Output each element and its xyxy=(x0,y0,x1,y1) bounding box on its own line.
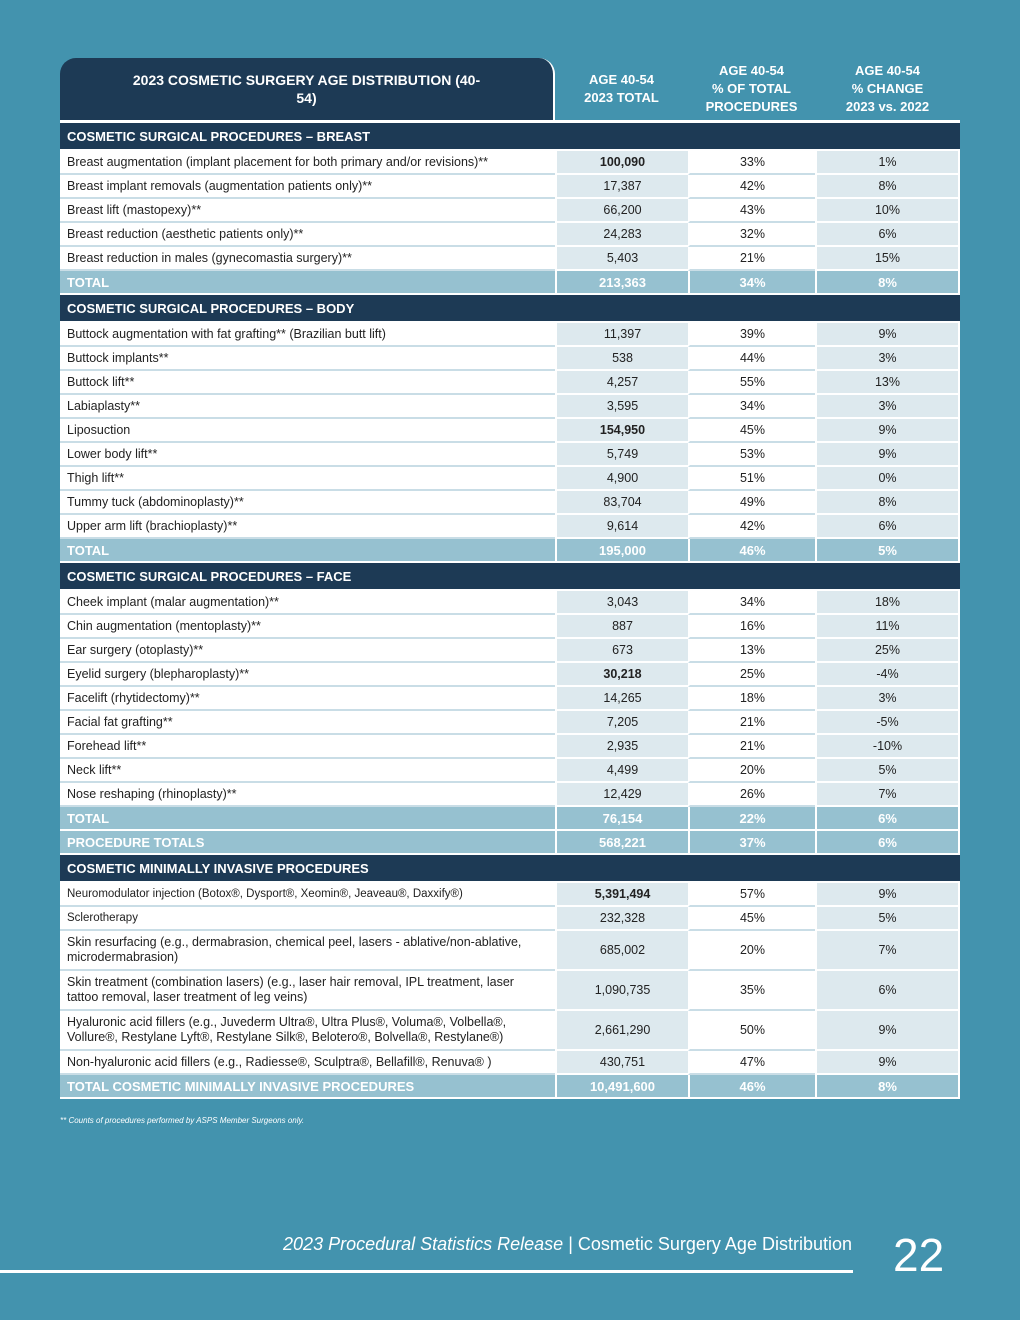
table-row xyxy=(60,467,960,491)
total-value: 154,950 xyxy=(555,419,688,443)
change-value: -10% xyxy=(815,735,960,759)
table-row xyxy=(60,1011,960,1051)
change-value: 6% xyxy=(815,971,960,1011)
section-title: COSMETIC SURGICAL PROCEDURES – FACE xyxy=(60,563,960,591)
total-value: 195,000 xyxy=(555,539,688,563)
percent-value: 44% xyxy=(688,347,815,371)
change-value: 9% xyxy=(815,1011,960,1051)
percent-value: 21% xyxy=(688,247,815,271)
procedure-name: Eyelid surgery (blepharoplasty)** xyxy=(60,663,555,687)
footer-title xyxy=(283,1234,852,1255)
table-header-row xyxy=(60,58,960,123)
percent-value: 34% xyxy=(688,271,815,295)
change-value: 6% xyxy=(815,515,960,539)
percent-value: 55% xyxy=(688,371,815,395)
percent-value: 20% xyxy=(688,759,815,783)
change-value: 18% xyxy=(815,591,960,615)
column-header-total: AGE 40-54 2023 TOTAL xyxy=(555,58,688,123)
total-row xyxy=(60,831,960,855)
total-value: 30,218 xyxy=(555,663,688,687)
procedure-name: Breast implant removals (augmentation patients only)** xyxy=(60,175,555,199)
percent-value: 37% xyxy=(688,831,815,855)
total-value: 5,391,494 xyxy=(555,883,688,907)
total-value: 4,900 xyxy=(555,467,688,491)
procedure-name: Buttock lift** xyxy=(60,371,555,395)
total-label: TOTAL COSMETIC MINIMALLY INVASIVE PROCEDURES xyxy=(60,1075,555,1099)
total-value: 14,265 xyxy=(555,687,688,711)
total-value: 83,704 xyxy=(555,491,688,515)
change-value: 1% xyxy=(815,151,960,175)
procedure-name: Tummy tuck (abdominoplasty)** xyxy=(60,491,555,515)
procedure-name: Cheek implant (malar augmentation)** xyxy=(60,591,555,615)
total-value: 2,661,290 xyxy=(555,1011,688,1051)
footer-section: Cosmetic Surgery Age Distribution xyxy=(577,1234,852,1254)
percent-value: 16% xyxy=(688,615,815,639)
procedure-name: Upper arm lift (brachioplasty)** xyxy=(60,515,555,539)
change-value: 6% xyxy=(815,807,960,831)
change-value: 7% xyxy=(815,783,960,807)
change-value: 8% xyxy=(815,1075,960,1099)
total-label: PROCEDURE TOTALS xyxy=(60,831,555,855)
total-value: 685,002 xyxy=(555,931,688,971)
table-row xyxy=(60,223,960,247)
column-header-change: AGE 40-54 % CHANGE 2023 vs. 2022 xyxy=(815,58,960,123)
percent-value: 46% xyxy=(688,1075,815,1099)
procedure-name: Skin resurfacing (e.g., dermabrasion, chemical peel, lasers - ablative/non-ablative, microdermabrasion) xyxy=(60,931,555,971)
change-value: -4% xyxy=(815,663,960,687)
total-value: 568,221 xyxy=(555,831,688,855)
change-value: 8% xyxy=(815,175,960,199)
procedure-name: Chin augmentation (mentoplasty)** xyxy=(60,615,555,639)
total-value: 100,090 xyxy=(555,151,688,175)
procedure-name: Hyaluronic acid fillers (e.g., Juvederm Ultra®, Ultra Plus®, Voluma®, Volbella®, Vollure®, Restylane Lyft®, Restylane Silk®, Belotero®, Bolvella®, Restylane®) xyxy=(60,1011,555,1051)
total-value: 12,429 xyxy=(555,783,688,807)
section-title: COSMETIC MINIMALLY INVASIVE PROCEDURES xyxy=(60,855,960,883)
percent-value: 45% xyxy=(688,907,815,931)
total-value: 430,751 xyxy=(555,1051,688,1075)
total-value: 538 xyxy=(555,347,688,371)
procedure-name: Labiaplasty** xyxy=(60,395,555,419)
total-label: TOTAL xyxy=(60,539,555,563)
age-distribution-table xyxy=(60,58,960,1099)
total-value: 5,749 xyxy=(555,443,688,467)
percent-value: 20% xyxy=(688,931,815,971)
percent-value: 57% xyxy=(688,883,815,907)
procedure-name: Lower body lift** xyxy=(60,443,555,467)
change-value: 8% xyxy=(815,491,960,515)
page-number: 22 xyxy=(893,1229,945,1281)
change-value: 6% xyxy=(815,831,960,855)
total-value: 76,154 xyxy=(555,807,688,831)
change-value: 11% xyxy=(815,615,960,639)
procedure-name: Breast lift (mastopexy)** xyxy=(60,199,555,223)
percent-value: 33% xyxy=(688,151,815,175)
table-row xyxy=(60,1051,960,1075)
total-row xyxy=(60,1075,960,1099)
table-row xyxy=(60,247,960,271)
procedure-name: Forehead lift** xyxy=(60,735,555,759)
percent-value: 50% xyxy=(688,1011,815,1051)
total-value: 232,328 xyxy=(555,907,688,931)
total-label: TOTAL xyxy=(60,271,555,295)
table-row xyxy=(60,735,960,759)
change-value: 3% xyxy=(815,347,960,371)
procedure-name: Breast reduction (aesthetic patients only)** xyxy=(60,223,555,247)
percent-value: 32% xyxy=(688,223,815,247)
percent-value: 26% xyxy=(688,783,815,807)
change-value: 9% xyxy=(815,323,960,347)
total-value: 10,491,600 xyxy=(555,1075,688,1099)
table-row xyxy=(60,687,960,711)
percent-value: 42% xyxy=(688,515,815,539)
section-header-row xyxy=(60,123,960,151)
table-row xyxy=(60,175,960,199)
table-row xyxy=(60,907,960,931)
change-value: 9% xyxy=(815,1051,960,1075)
table-row xyxy=(60,323,960,347)
section-header-row xyxy=(60,855,960,883)
change-value: -5% xyxy=(815,711,960,735)
change-value: 5% xyxy=(815,759,960,783)
total-row xyxy=(60,807,960,831)
table-row xyxy=(60,199,960,223)
procedure-name: Breast augmentation (implant placement for both primary and/or revisions)** xyxy=(60,151,555,175)
total-value: 9,614 xyxy=(555,515,688,539)
procedure-name: Neck lift** xyxy=(60,759,555,783)
total-row xyxy=(60,271,960,295)
procedure-name: Buttock implants** xyxy=(60,347,555,371)
total-value: 7,205 xyxy=(555,711,688,735)
percent-value: 34% xyxy=(688,591,815,615)
percent-value: 21% xyxy=(688,735,815,759)
table-row xyxy=(60,971,960,1011)
percent-value: 53% xyxy=(688,443,815,467)
procedure-name: Facial fat grafting** xyxy=(60,711,555,735)
section-title: COSMETIC SURGICAL PROCEDURES – BODY xyxy=(60,295,960,323)
section-title: COSMETIC SURGICAL PROCEDURES – BREAST xyxy=(60,123,960,151)
change-value: 7% xyxy=(815,931,960,971)
table-row xyxy=(60,443,960,467)
percent-value: 35% xyxy=(688,971,815,1011)
procedure-name: Buttock augmentation with fat grafting** (Brazilian butt lift) xyxy=(60,323,555,347)
total-row xyxy=(60,539,960,563)
percent-value: 22% xyxy=(688,807,815,831)
section-header-row xyxy=(60,295,960,323)
table-row xyxy=(60,491,960,515)
procedure-name: Skin treatment (combination lasers) (e.g., laser hair removal, IPL treatment, laser tattoo removal, laser treatment of leg veins) xyxy=(60,971,555,1011)
change-value: 15% xyxy=(815,247,960,271)
percent-value: 25% xyxy=(688,663,815,687)
total-value: 5,403 xyxy=(555,247,688,271)
total-value: 3,043 xyxy=(555,591,688,615)
percent-value: 43% xyxy=(688,199,815,223)
procedure-name: Breast reduction in males (gynecomastia surgery)** xyxy=(60,247,555,271)
total-value: 66,200 xyxy=(555,199,688,223)
procedure-name: Non-hyaluronic acid fillers (e.g., Radiesse®, Sculptra®, Bellafill®, Renuva® ) xyxy=(60,1051,555,1075)
total-value: 24,283 xyxy=(555,223,688,247)
procedure-name: Nose reshaping (rhinoplasty)** xyxy=(60,783,555,807)
change-value: 10% xyxy=(815,199,960,223)
percent-value: 49% xyxy=(688,491,815,515)
total-value: 4,499 xyxy=(555,759,688,783)
procedure-name: Ear surgery (otoplasty)** xyxy=(60,639,555,663)
change-value: 3% xyxy=(815,687,960,711)
table-row xyxy=(60,663,960,687)
change-value: 3% xyxy=(815,395,960,419)
change-value: 6% xyxy=(815,223,960,247)
table-row xyxy=(60,151,960,175)
table-row xyxy=(60,615,960,639)
table-row xyxy=(60,759,960,783)
percent-value: 34% xyxy=(688,395,815,419)
footer-separator: | xyxy=(563,1234,578,1254)
percent-value: 13% xyxy=(688,639,815,663)
footnote: ** Counts of procedures performed by ASPS Member Surgeons only. xyxy=(60,1116,305,1125)
table-body xyxy=(60,123,960,1099)
table-row xyxy=(60,419,960,443)
procedure-name: Liposuction xyxy=(60,419,555,443)
change-value: 0% xyxy=(815,467,960,491)
procedure-name: Neuromodulator injection (Botox®, Dysport®, Xeomin®, Jeaveau®, Daxxify®) xyxy=(60,883,555,907)
table-row xyxy=(60,711,960,735)
change-value: 5% xyxy=(815,907,960,931)
percent-value: 46% xyxy=(688,539,815,563)
change-value: 9% xyxy=(815,419,960,443)
change-value: 13% xyxy=(815,371,960,395)
total-value: 4,257 xyxy=(555,371,688,395)
total-label: TOTAL xyxy=(60,807,555,831)
total-value: 2,935 xyxy=(555,735,688,759)
change-value: 8% xyxy=(815,271,960,295)
column-header-percent: AGE 40-54 % OF TOTAL PROCEDURES xyxy=(688,58,815,123)
percent-value: 39% xyxy=(688,323,815,347)
table-title: 2023 COSMETIC SURGERY AGE DISTRIBUTION (40-54) xyxy=(60,58,555,123)
table-row xyxy=(60,591,960,615)
table-row xyxy=(60,639,960,663)
total-value: 17,387 xyxy=(555,175,688,199)
footer-release: 2023 Procedural Statistics Release xyxy=(283,1234,564,1254)
total-value: 673 xyxy=(555,639,688,663)
change-value: 9% xyxy=(815,443,960,467)
change-value: 5% xyxy=(815,539,960,563)
procedure-name: Thigh lift** xyxy=(60,467,555,491)
procedure-name: Sclerotherapy xyxy=(60,907,555,931)
total-value: 11,397 xyxy=(555,323,688,347)
table-row xyxy=(60,783,960,807)
table-row xyxy=(60,883,960,907)
table-row xyxy=(60,515,960,539)
table-row xyxy=(60,395,960,419)
percent-value: 42% xyxy=(688,175,815,199)
total-value: 3,595 xyxy=(555,395,688,419)
procedure-name: Facelift (rhytidectomy)** xyxy=(60,687,555,711)
change-value: 25% xyxy=(815,639,960,663)
section-header-row xyxy=(60,563,960,591)
table-row xyxy=(60,371,960,395)
total-value: 213,363 xyxy=(555,271,688,295)
total-value: 887 xyxy=(555,615,688,639)
table-row xyxy=(60,931,960,971)
percent-value: 47% xyxy=(688,1051,815,1075)
change-value: 9% xyxy=(815,883,960,907)
percent-value: 51% xyxy=(688,467,815,491)
table-row xyxy=(60,347,960,371)
footer-rule xyxy=(0,1270,853,1273)
percent-value: 21% xyxy=(688,711,815,735)
total-value: 1,090,735 xyxy=(555,971,688,1011)
percent-value: 18% xyxy=(688,687,815,711)
percent-value: 45% xyxy=(688,419,815,443)
